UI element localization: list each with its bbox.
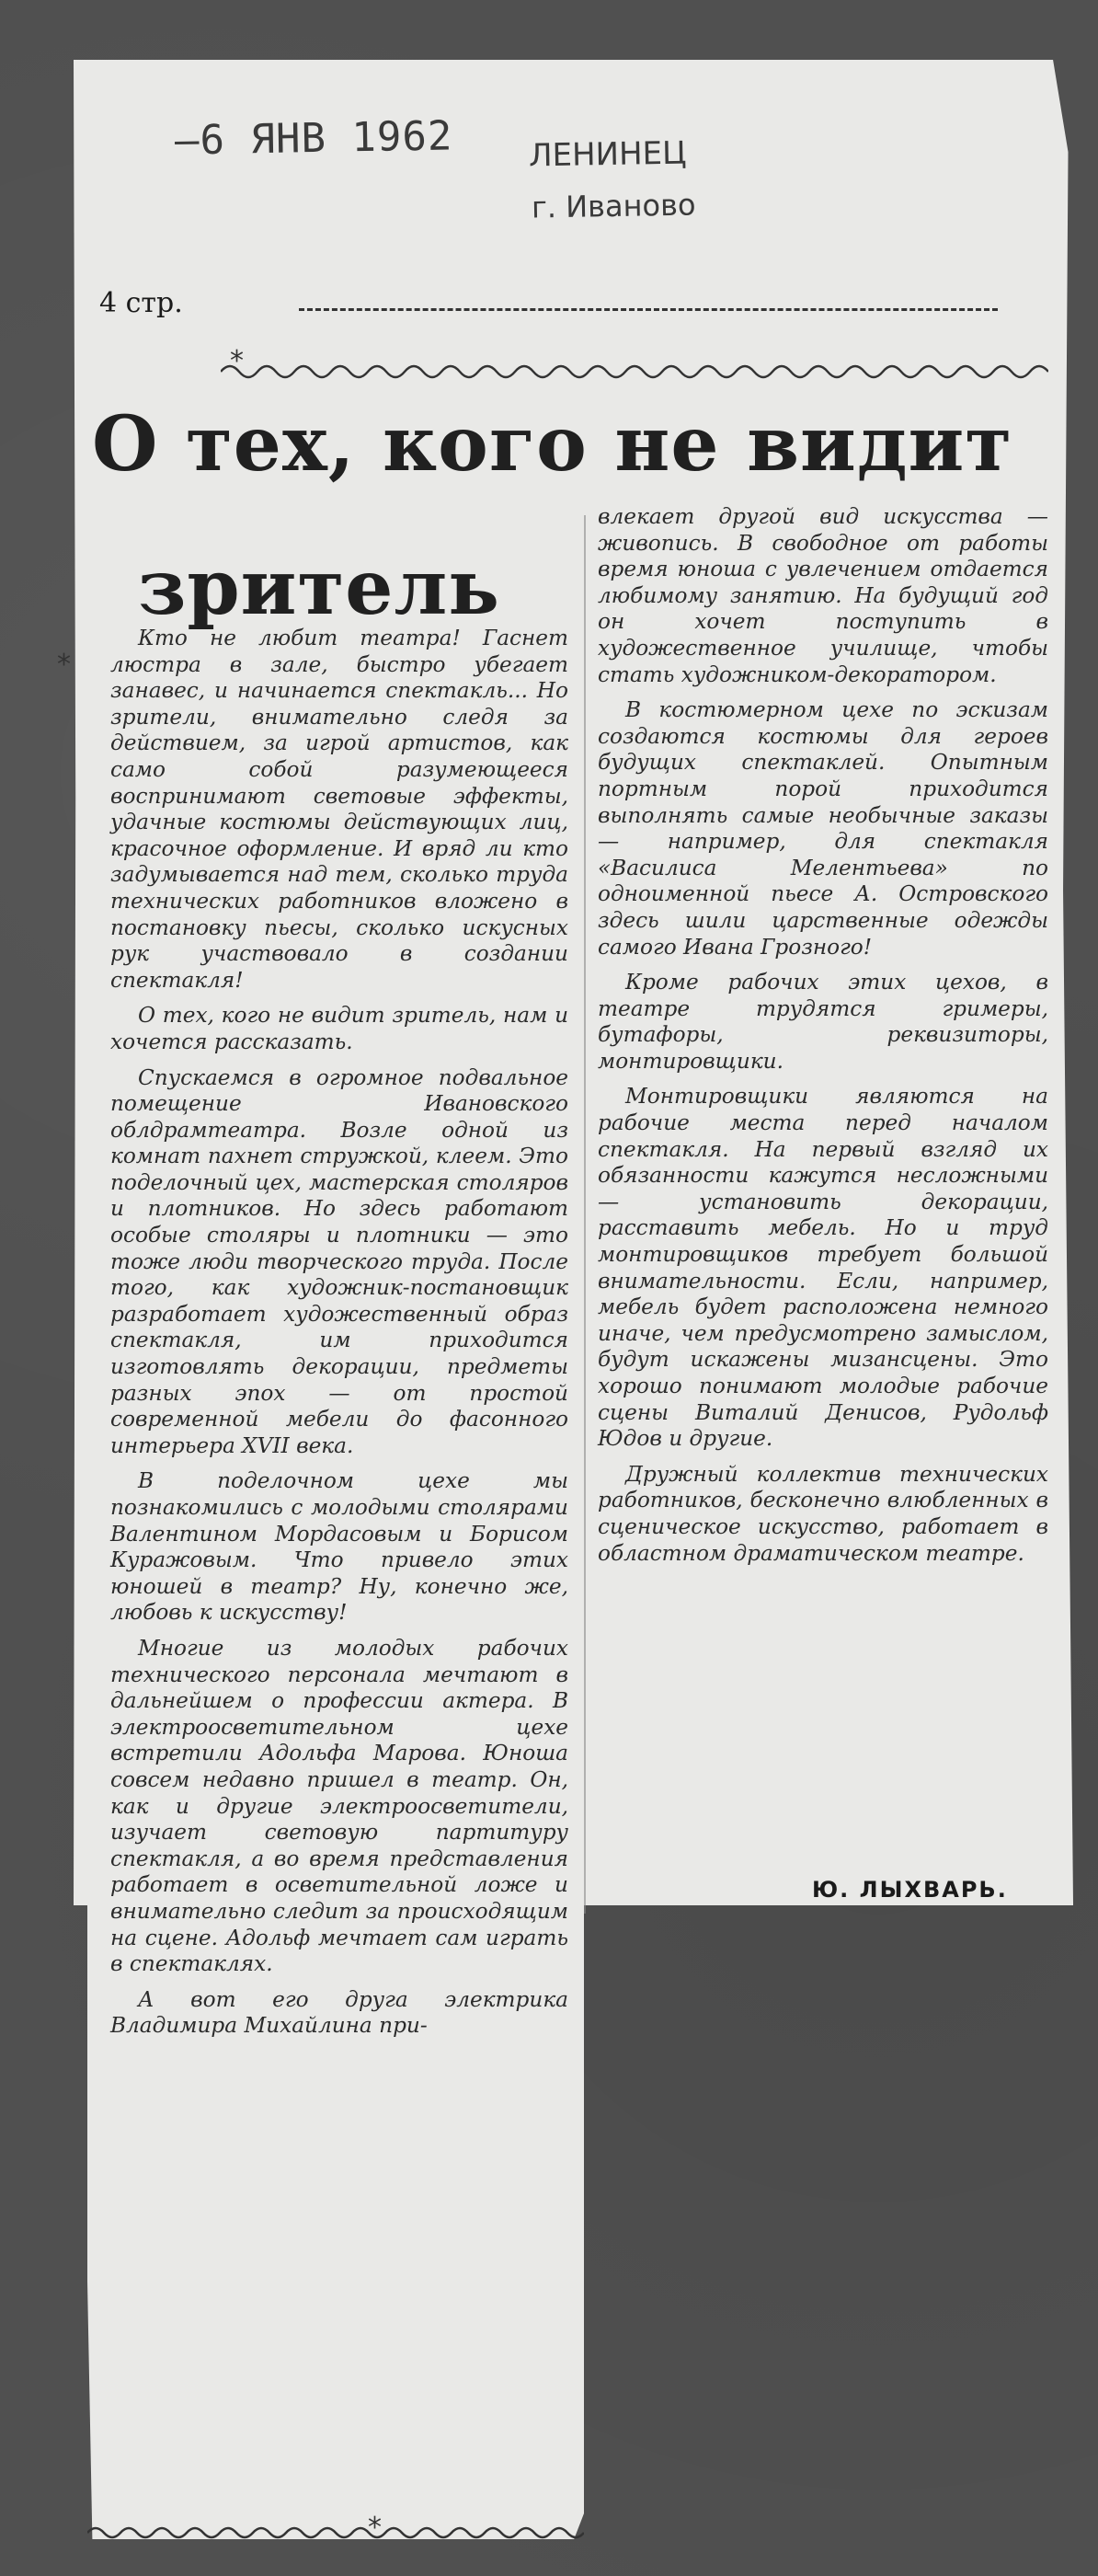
paragraph: О тех, кого не видит зритель, нам и хочется рассказать.	[110, 1003, 568, 1054]
article-column-1	[110, 626, 568, 2049]
headline-line-2: зритель	[138, 544, 500, 632]
wavy-rule	[221, 361, 1048, 383]
ornament-star-bottom: *	[368, 2512, 382, 2544]
paragraph: В костюмерном цехе по эскизам создаются костюмы для героев будущих спектаклей. Опытным портным порой приходится выполнять самые необычные заказы — например, для спектакля «Василиса Мелентьева» по одноименной пьесе А. Островского здесь шили царственные одежды самого Ивана Грозного!	[598, 697, 1048, 960]
headline-line-1: О тех, кого не видит	[92, 400, 1013, 489]
date-stamp: –6 ЯНВ 1962	[174, 112, 453, 165]
bottom-wavy-rule	[87, 2524, 584, 2542]
ornament-star: *	[230, 345, 244, 377]
paragraph: Многие из молодых рабочих технического персонала мечтают в дальнейшем о профессии актера. В электроосветительном цехе встретили Адольфа Марова. Юноша совсем недавно пришел в театр. Он, как и другие электроосветители, изучает световую партитуру спектакля, а во время представления работает в осветительной ложе и внимательно следит за происходящим на сцене. Адольф мечтает сам играть в спектаклях.	[110, 1635, 568, 1977]
paragraph: Дружный коллектив технических работников, бесконечно влюбленных в сценическое искусство, работает в областном драматическом театре.	[598, 1461, 1048, 1566]
author-signature: Ю. ЛЫХВАРЬ.	[812, 1877, 1008, 1903]
paragraph: А вот его друга электрика Владимира Михайлина при-	[110, 1986, 568, 2039]
ornament-star-margin: *	[57, 649, 71, 681]
header-rule	[299, 308, 998, 311]
paragraph: Спускаемся в огромное подвальное помещение Ивановского облдрамтеатра. Возле одной из комнат пахнет стружкой, клеем. Это поделочный цех, мастерская столяров и плотников. Но здесь работают особые столяры и плотники — это тоже люди творческого труда. После того, как художник-постановщик разработает художественный образ спектакля, им приходится изготовлять декорации, предметы разных эпох — от простой современной мебели до фасонного интерьера XVII века.	[110, 1064, 568, 1458]
paragraph: Кто не любит театра! Гаснет люстра в зале, быстро убегает занавес, и начинается спектакль... Но зрители, внимательно следя за действием, за игрой артистов, как само собой разумеющееся воспринимают световые эффекты, удачные костюмы действующих лиц, красочное оформление. И вряд ли кто задумывается над тем, сколько труда технических работников вложено в постановку пьесы, сколько искусных рук участвовало в создании спектакля!	[110, 626, 568, 993]
column-divider	[584, 515, 586, 1914]
paragraph: В поделочном цехе мы познакомились с молодыми столярами Валентином Мордасовым и Борисом Куражовым. Что привело этих юношей в театр? Ну, конечно же, любовь к искусству!	[110, 1468, 568, 1626]
paragraph: Монтировщики являются на рабочие места перед началом спектакля. На первый взгляд их обязанности кажутся несложными — установить декорации, расставить мебель. Но и труд монтировщиков требует большой внимательности. Если, например, мебель будет расположена немного иначе, чем предусмотрено замыслом, будут искажены мизансцены. Это хорошо понимают молодые рабочие сцены Виталий Денисов, Рудольф Юдов и другие.	[598, 1084, 1048, 1452]
city-stamp: г. Иваново	[531, 187, 696, 225]
page-number: 4 стр.	[99, 287, 183, 319]
paragraph: Кроме рабочих этих цехов, в театре трудятся гримеры, бутафоры, реквизиторы, монтировщики.	[598, 970, 1048, 1074]
article-column-2	[598, 504, 1048, 1576]
newspaper-stamp: ЛЕНИНЕЦ	[528, 134, 687, 175]
paragraph: влекает другой вид искусства — живопись. В свободное от работы время юноша с увлечением отдается любимому занятию. На будущий год он хочет поступить в художественное училище, чтобы стать художником-декоратором.	[598, 504, 1048, 687]
